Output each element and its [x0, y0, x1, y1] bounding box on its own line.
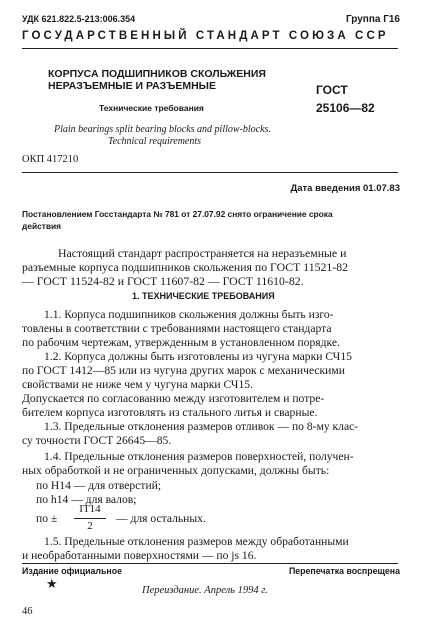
- footer-rule: [22, 563, 398, 564]
- doc-title-line2: НЕРАЗЪЕМНЫЕ И РАЗЪЕМНЫЕ: [48, 80, 216, 92]
- page-number: 46: [22, 606, 33, 617]
- header-rule: [22, 48, 398, 49]
- doc-subtitle: Технические требования: [99, 103, 204, 113]
- para-1-4-line2: ных обработкой и не ограниченных допусками, должны быть:: [22, 464, 330, 477]
- gost-number: 25106—82: [316, 101, 375, 115]
- english-title-line1: Plain bearings split bearing blocks and pillow-blocks.: [54, 124, 271, 135]
- tolerance-other-prefix: по ±: [36, 512, 58, 525]
- para-1-1-line2: товлены в соответствии с требованиями настоящего стандарта: [22, 322, 332, 335]
- para-1-4-line1: 1.4. Предельные отклонения размеров поверхностей, получен-: [44, 450, 354, 463]
- fraction-numerator: IT14: [79, 503, 101, 515]
- intro-line3: — ГОСТ 11524-82 и ГОСТ 11607-82 — ГОСТ 11610-82.: [22, 274, 304, 288]
- udk-code: УДК 621.822.5-213:006.354: [22, 14, 136, 24]
- organization-title: ГОСУДАРСТВЕННЫЙ СТАНДАРТ СОЮЗА ССР: [22, 30, 389, 42]
- decree-line2: действия: [22, 221, 62, 231]
- english-title-line2: Technical requirements: [108, 136, 202, 147]
- doc-title-line1: КОРПУСА ПОДШИПНИКОВ СКОЛЬЖЕНИЯ: [48, 68, 266, 80]
- tolerance-other-suffix: — для остальных.: [116, 512, 206, 525]
- para-1-2b-line2: бителем корпуса изготовлять из стального литья и сварные.: [22, 406, 318, 419]
- para-1-1-line1: 1.1. Корпуса подшипников скольжения должны быть изго-: [44, 308, 334, 321]
- section-title: 1. ТЕХНИЧЕСКИЕ ТРЕБОВАНИЯ: [132, 291, 275, 301]
- para-1-5-line2: и необработанными поверхностями — по js 16.: [22, 549, 257, 562]
- fraction-bar: [74, 518, 106, 519]
- gost-label: ГОСТ: [316, 83, 348, 97]
- intro-line1: Настоящий стандарт распространяется на неразъемные и: [58, 246, 347, 260]
- group-label: Группа Г16: [345, 14, 400, 25]
- introduction-date: Дата введения 01.07.83: [290, 183, 400, 194]
- para-1-2-line1: 1.2. Корпуса должны быть изготовлены из чугуна марки СЧ15: [44, 350, 352, 363]
- para-1-2b-line1: Допускается по согласованию между изготовителем и потре-: [22, 392, 325, 405]
- para-1-2-line3: свойствами не ниже чем у чугуна марки СЧ15.: [22, 378, 253, 391]
- decree-line1: Постановлением Госстандарта № 781 от 27.07.92 снято ограничение срока: [22, 209, 333, 219]
- para-1-3-line2: су точности ГОСТ 26645—85.: [22, 434, 172, 447]
- tolerance-holes: по Н14 — для отверстий;: [36, 479, 162, 492]
- title-rule: [22, 172, 398, 173]
- tolerance-shafts: по h14 — для валов;: [36, 493, 137, 506]
- intro-line2: разъемные корпуса подшипников скольжения по ГОСТ 11521-82: [22, 260, 349, 274]
- official-edition: Издание официальное: [22, 566, 122, 576]
- reissue-note: Переиздание. Апрель 1994 г.: [142, 585, 268, 596]
- para-1-3-line1: 1.3. Предельные отклонения размеров отливок — по 8-му клас-: [44, 420, 359, 433]
- para-1-1-line3: по рабочим чертежам, утвержденным в установленном порядке.: [22, 336, 340, 349]
- reprint-prohibited: Перепечатка воспрещена: [288, 566, 400, 576]
- fraction-denominator: 2: [87, 520, 93, 532]
- para-1-2-line2: по ГОСТ 1412—85 или из чугуна других марок с механическими: [22, 364, 345, 377]
- okp-code: ОКП 417210: [22, 154, 79, 165]
- para-1-5-line1: 1.5. Предельные отклонения размеров между обработанными: [44, 535, 349, 548]
- star-mark: ★: [46, 576, 58, 591]
